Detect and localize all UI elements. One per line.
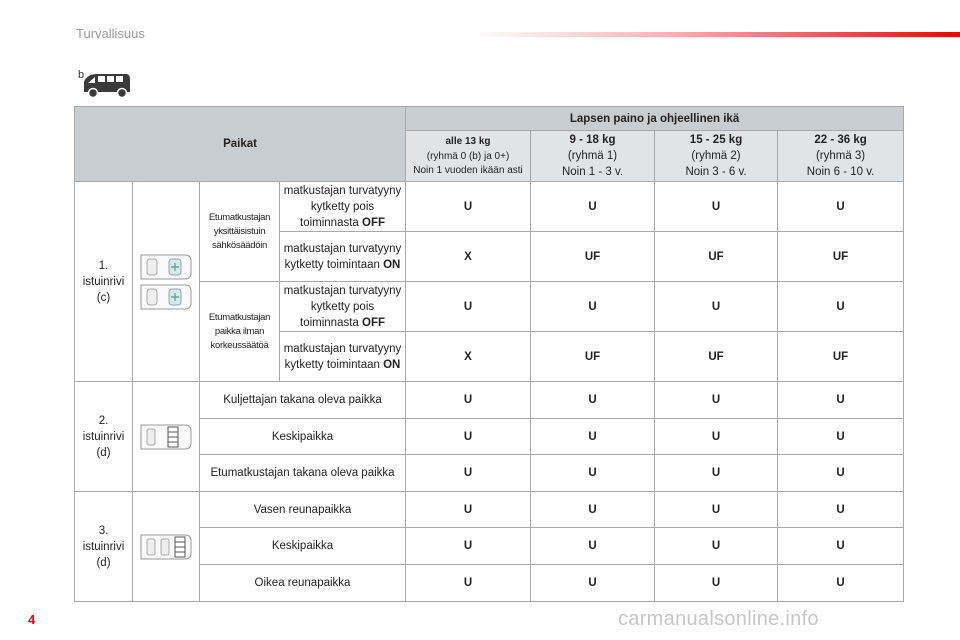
value-cell: X bbox=[406, 232, 531, 282]
van-icon-label: b bbox=[78, 69, 85, 81]
value-cell: U bbox=[531, 565, 655, 602]
value-cell: UF bbox=[531, 232, 655, 282]
value-cell: U bbox=[655, 419, 778, 455]
place-cell: Keskipaikka bbox=[200, 528, 406, 565]
value-cell: U bbox=[531, 528, 655, 565]
value-cell: U bbox=[778, 382, 904, 419]
condition-airbag-on: matkustajan turvatyyny kytketty toimintaan ON bbox=[280, 232, 406, 282]
value-cell: U bbox=[531, 455, 655, 492]
value-cell: X bbox=[406, 332, 531, 382]
value-cell: U bbox=[778, 528, 904, 565]
value-cell: U bbox=[406, 382, 531, 419]
third-row-diagram-icon bbox=[137, 532, 195, 562]
value-cell: U bbox=[406, 565, 531, 602]
value-cell: U bbox=[406, 455, 531, 492]
row-label-1: 1. istuinrivi (c) bbox=[75, 182, 133, 382]
place-cell: Oikea reunapaikka bbox=[200, 565, 406, 602]
places-header: Paikat bbox=[75, 107, 406, 182]
value-cell: UF bbox=[655, 232, 778, 282]
value-cell: U bbox=[655, 565, 778, 602]
value-cell: UF bbox=[531, 332, 655, 382]
front-seat-diagram-icon bbox=[137, 251, 195, 313]
value-cell: U bbox=[531, 492, 655, 528]
value-cell: U bbox=[655, 382, 778, 419]
value-cell: U bbox=[406, 182, 531, 232]
seat-diagram-row3 bbox=[133, 492, 200, 602]
second-row-diagram-icon bbox=[137, 422, 195, 452]
watermark: carmanualsonline.info bbox=[618, 608, 819, 630]
column-header-2: 15 - 25 kg (ryhmä 2) Noin 3 - 6 v. bbox=[655, 131, 778, 182]
value-cell: U bbox=[406, 528, 531, 565]
row-label-3: 3. istuinrivi (d) bbox=[75, 492, 133, 602]
row-label-2: 2. istuinrivi (d) bbox=[75, 382, 133, 492]
value-cell: U bbox=[655, 455, 778, 492]
value-cell: U bbox=[406, 419, 531, 455]
seat-type-electric: Etumatkustajan yksittäisistuin sähkösäädöin bbox=[200, 182, 280, 282]
value-cell: U bbox=[778, 492, 904, 528]
condition-airbag-off: matkustajan turvatyyny kytketty pois toiminnasta OFF bbox=[280, 182, 406, 232]
value-cell: U bbox=[778, 182, 904, 232]
value-cell: U bbox=[778, 282, 904, 332]
place-cell: Kuljettajan takana oleva paikka bbox=[200, 382, 406, 419]
value-cell: U bbox=[778, 455, 904, 492]
value-cell: U bbox=[655, 492, 778, 528]
value-cell: U bbox=[655, 182, 778, 232]
value-cell: U bbox=[655, 282, 778, 332]
value-cell: U bbox=[778, 419, 904, 455]
page-number: 4 bbox=[28, 612, 36, 627]
value-cell: UF bbox=[778, 332, 904, 382]
value-cell: U bbox=[655, 528, 778, 565]
value-cell: U bbox=[531, 419, 655, 455]
value-cell: U bbox=[778, 565, 904, 602]
section-title: Turvallisuus bbox=[76, 26, 145, 41]
seat-diagram-row1 bbox=[133, 182, 200, 382]
group-header: Lapsen paino ja ohjeellinen ikä bbox=[406, 107, 904, 131]
column-header-1: 9 - 18 kg (ryhmä 1) Noin 1 - 3 v. bbox=[531, 131, 655, 182]
column-header-0: alle 13 kg (ryhmä 0 (b) ja 0+) Noin 1 vuoden ikään asti bbox=[406, 131, 531, 182]
van-icon bbox=[76, 66, 132, 100]
child-seat-table bbox=[74, 106, 904, 602]
condition-airbag-off: matkustajan turvatyyny kytketty pois toiminnasta OFF bbox=[280, 282, 406, 332]
value-cell: UF bbox=[778, 232, 904, 282]
place-cell: Vasen reunapaikka bbox=[200, 492, 406, 528]
value-cell: UF bbox=[655, 332, 778, 382]
seat-diagram-row2 bbox=[133, 382, 200, 492]
value-cell: U bbox=[406, 492, 531, 528]
value-cell: U bbox=[531, 282, 655, 332]
header-accent-line bbox=[480, 32, 960, 37]
place-cell: Keskipaikka bbox=[200, 419, 406, 455]
place-cell: Etumatkustajan takana oleva paikka bbox=[200, 455, 406, 492]
seat-type-fixed: Etumatkustajan paikka ilman korkeussäätöä bbox=[200, 282, 280, 382]
value-cell: U bbox=[531, 382, 655, 419]
value-cell: U bbox=[406, 282, 531, 332]
condition-airbag-on: matkustajan turvatyyny kytketty toimintaan ON bbox=[280, 332, 406, 382]
column-header-3: 22 - 36 kg (ryhmä 3) Noin 6 - 10 v. bbox=[778, 131, 904, 182]
value-cell: U bbox=[531, 182, 655, 232]
